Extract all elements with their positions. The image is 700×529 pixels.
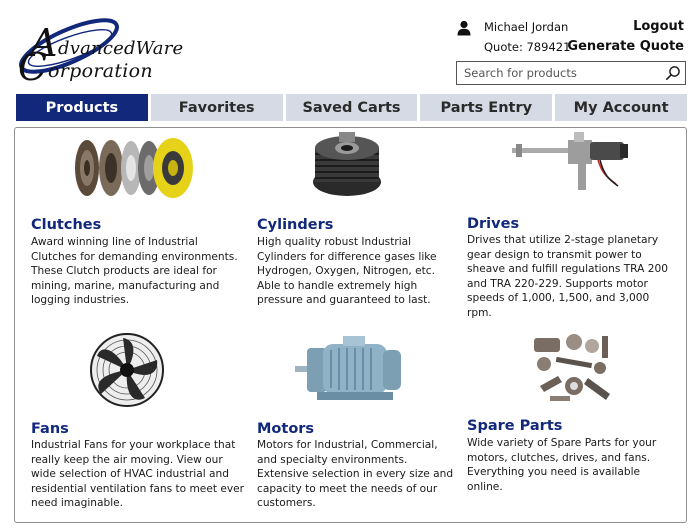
- user-row: [456, 19, 686, 37]
- svg-text:C: C: [18, 45, 48, 88]
- motor-image[interactable]: [295, 336, 403, 404]
- product-title-drives[interactable]: Drives: [467, 216, 520, 232]
- company-logo[interactable]: [14, 8, 229, 88]
- search-icon[interactable]: [665, 65, 681, 81]
- tab-saved-carts[interactable]: Saved Carts: [286, 94, 418, 121]
- tab-my-account[interactable]: My Account: [555, 94, 687, 121]
- user-name: Michael Jordan: [484, 20, 569, 34]
- product-desc-cylinders: High quality robust Industrial Cylinders for difference gases like Hydrogen, Oxygen, Nitrogen, etc. Able to handle extremely high pressure and guaranteed to last.: [257, 236, 437, 307]
- quote-row: [456, 39, 686, 57]
- product-desc-clutches: Award winning line of Industrial Clutches for demanding environments. These Clutch products are ideal for mining, marine, manufacturing and logging industries.: [31, 236, 238, 307]
- product-title-cylinders[interactable]: Cylinders: [257, 217, 334, 233]
- product-grid: [14, 127, 687, 523]
- svg-text:A: A: [30, 21, 58, 65]
- product-title-fans[interactable]: Fans: [31, 421, 69, 437]
- main-nav: [16, 94, 687, 121]
- product-title-clutches[interactable]: Clutches: [31, 217, 102, 233]
- tab-products[interactable]: Products: [16, 94, 148, 121]
- search-box: [456, 61, 686, 85]
- quote-number: Quote: 789421: [484, 40, 571, 54]
- logout-link[interactable]: Logout: [633, 19, 684, 34]
- tab-parts-entry[interactable]: Parts Entry: [420, 94, 552, 121]
- spare-parts-image[interactable]: [530, 332, 616, 406]
- drive-actuator-image[interactable]: [512, 132, 632, 198]
- logo-text-corporation: orporation: [48, 60, 153, 82]
- product-desc-spare-parts: Wide variety of Spare Parts for your motors, clutches, drives, and fans. Everything you need is available online.: [467, 437, 657, 493]
- generate-quote-link[interactable]: Generate Quote: [567, 39, 684, 54]
- search-input[interactable]: [457, 62, 657, 84]
- product-title-motors[interactable]: Motors: [257, 421, 315, 437]
- fan-image[interactable]: [87, 332, 167, 408]
- clutch-kit-image[interactable]: [73, 134, 197, 200]
- product-desc-fans: Industrial Fans for your workplace that really keep the air moving. View our wide selection of HVAC industrial and residential ventilation fans to meet ever need imaginable.: [31, 439, 245, 510]
- product-desc-drives: Drives that utilize 2-stage planetary gear design to transmit power to sheave and fulfill regulations TRA 200 and TRA 220-229. Supports motor speeds of 1,000, 1,500, and 3,000 rpm.: [467, 234, 668, 319]
- product-desc-motors: Motors for Industrial, Commercial, and specialty environments. Extensive selection in every size and capacity to meet the needs of our customers.: [257, 439, 454, 510]
- cylinder-image[interactable]: [309, 132, 385, 200]
- product-title-spare-parts[interactable]: Spare Parts: [467, 418, 563, 434]
- logo-text-advancedware: dvancedWare: [58, 38, 184, 59]
- tab-favorites[interactable]: Favorites: [151, 94, 283, 121]
- user-icon: [456, 20, 472, 36]
